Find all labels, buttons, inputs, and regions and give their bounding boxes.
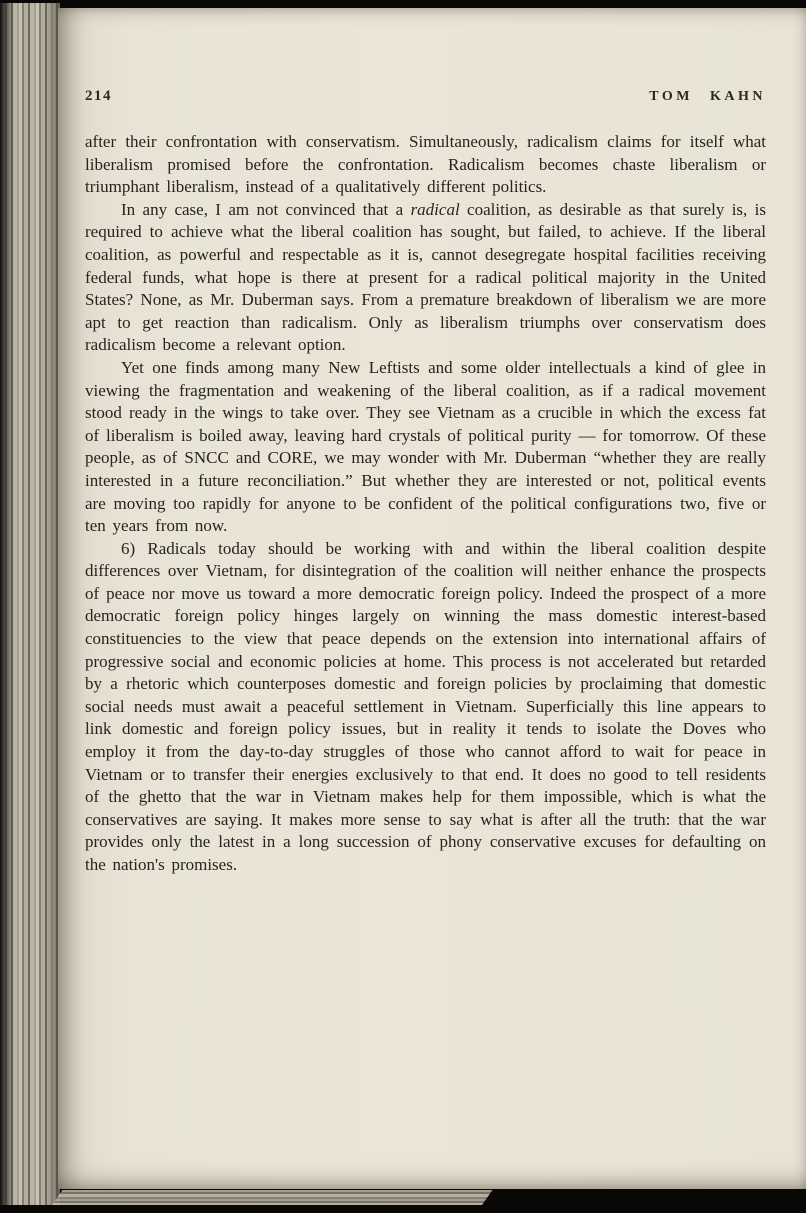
running-head: TOM KAHN [649, 89, 766, 104]
page-header [85, 88, 766, 105]
book-page-edges-bottom [52, 1190, 493, 1205]
page-content [85, 8, 766, 877]
paragraph [85, 199, 766, 357]
paragraph-text: In any case, I am not convinced that a [121, 199, 411, 219]
book-page-edges-left [0, 3, 60, 1205]
page-number: 214 [85, 88, 112, 104]
paragraph-text: coalition, as desirable as that surely is, is required to achieve what the liberal coalition has sought, but failed, to achieve. If the liberal coalition, as powerful and respectable as it is, cannot desegregate hospital facilities receiving federal funds, what hope is there at present for a radical political majority in the United States? None, as Mr. Duberman says. From a premature breakdown of liberalism we are more apt to get reaction than radicalism. Only as liberalism triumphs over conservatism does radicalism become a relevant option. [85, 199, 766, 355]
page-body [85, 131, 766, 877]
paragraph-continuation: after their confrontation with conservatism. Simultaneously, radicalism claims for itself what liberalism promised before the confrontation. Radicalism becomes chaste liberalism or triumphant liberalism, instead of a qualitatively different politics. [85, 132, 766, 197]
italic-word: radical [410, 199, 460, 219]
paragraph: 6) Radicals today should be working with and within the liberal coalition despite differences over Vietnam, for disintegration of the coalition will neither enhance the prospects of peace nor move us toward a more democratic foreign policy. Indeed the prospect of a more democratic foreign policy hinges largely on winning the mass domestic interest-based constituencies to the view that peace depends on the extension into international affairs of progressive social and economic policies at home. This process is not accelerated but retarded by a rhetoric which counterposes domestic and foreign policies by proclaiming that domestic social needs must await a peaceful settlement in Vietnam. Superficially this line appears to link domestic and foreign policy issues, but in reality it tends to isolate the Doves who employ it from the day-to-day struggles of those who cannot afford to wait for peace in Vietnam or to transfer their energies exclusively to that end. It does no good to tell residents of the ghetto that the war in Vietnam makes help for them impossible, which is what the conservatives are saying. It makes more sense to say what is after all the truth: that the war provides only the latest in a long succession of phony conservative excuses for defaulting on the nation's promises. [85, 538, 766, 874]
page [58, 8, 806, 1189]
paragraph: Yet one finds among many New Leftists and some older intellectuals a kind of glee in viewing the fragmentation and weakening of the liberal coalition, as if a radical movement stood ready in the wings to take over. They see Vietnam as a crucible in which the excess fat of liberalism is boiled away, leaving hard crystals of political purity — for tomorrow. Of these people, as of SNCC and CORE, we may wonder with Mr. Duberman “whether they are really interested in a future reconciliation.” But whether they are interested or not, political events are moving too rapidly for anyone to be confident of the political configurations two, five or ten years from now. [85, 357, 766, 536]
